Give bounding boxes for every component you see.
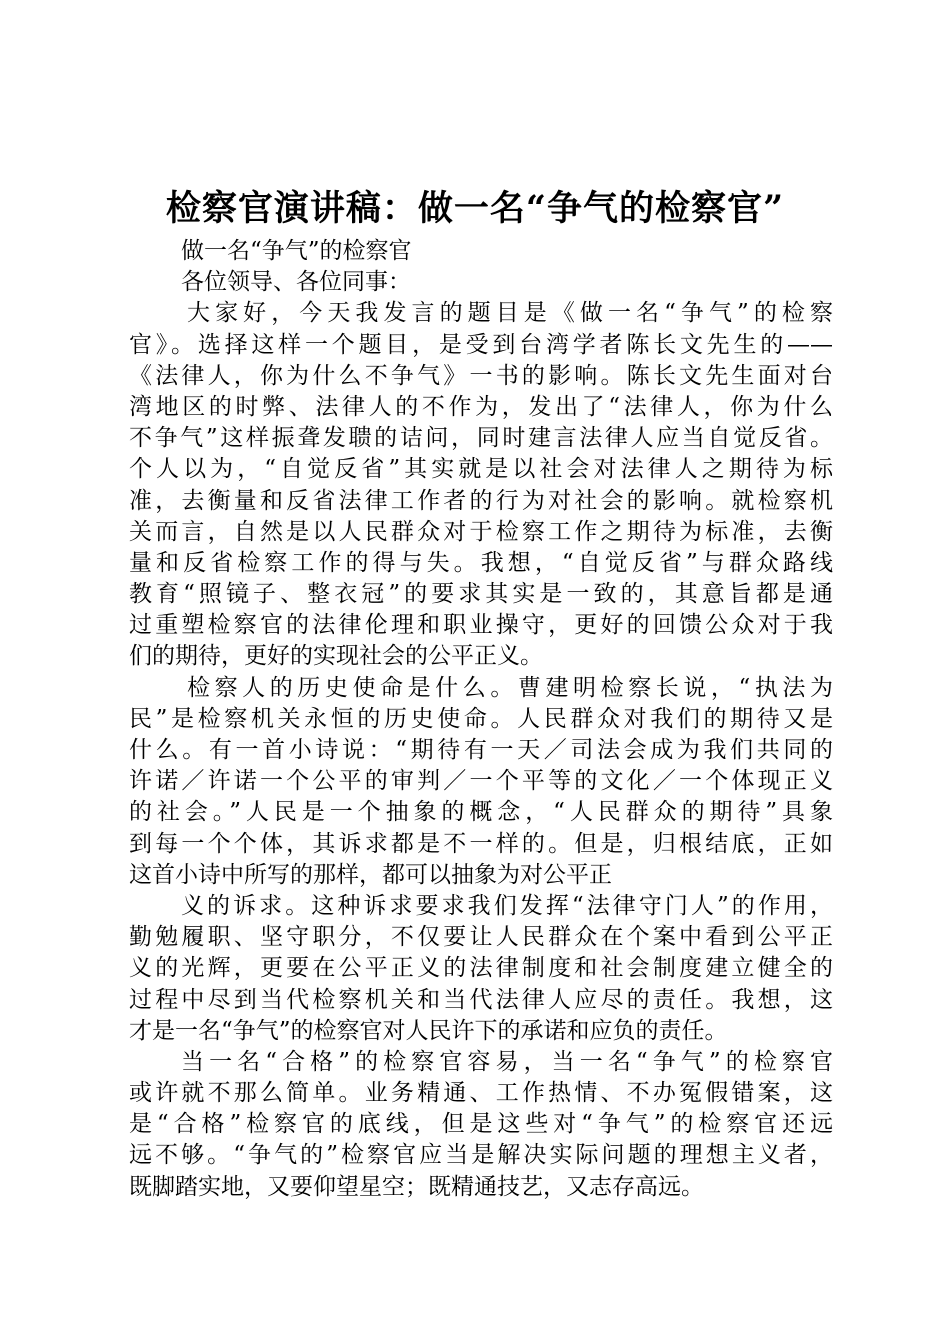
paragraph-3 [129, 891, 833, 1047]
paragraph-line: 是“合格”检察官的底线，但是这些对“争气”的检察官还远 [129, 1111, 833, 1138]
paragraph-line: 大家好，今天我发言的题目是《做一名“争气”的检察 [187, 300, 833, 327]
paragraph-line: 义的诉求。这种诉求要求我们发挥“法律守门人”的作用， [181, 892, 833, 919]
paragraph-line: 许诺／许诺一个公平的审判／一个平等的文化／一个体现正义 [129, 768, 833, 795]
paragraph-line: 或许就不那么简单。业务精通、工作热情、不办冤假错案，这 [129, 1080, 833, 1107]
paragraph-line: 不争气”这样振聋发聩的诘问，同时建言法律人应当自觉反省。 [129, 425, 833, 452]
paragraph-line: 量和反省检察工作的得与失。我想，“自觉反省”与群众路线 [129, 549, 833, 576]
paragraph-line: 准，去衡量和反省法律工作者的行为对社会的影响。就检察机 [129, 487, 833, 514]
paragraph-line: 《法律人，你为什么不争气》一书的影响。陈长文先生面对台 [129, 362, 833, 389]
paragraph-line: 过重塑检察官的法律伦理和职业操守，更好的回馈公众对于我 [129, 612, 833, 639]
paragraph-1 [129, 298, 833, 672]
paragraph-line: 义的光辉，更要在公平正义的法律制度和社会制度建立健全的 [129, 955, 833, 982]
paragraph-4 [129, 1047, 833, 1203]
paragraph-2 [129, 673, 833, 891]
paragraph-line: 个人以为，“自觉反省”其实就是以社会对法律人之期待为标 [129, 456, 833, 483]
paragraph-line: 到每一个个体，其诉求都是不一样的。但是，归根结底，正如 [129, 830, 833, 857]
document-subtitle: 做一名“争气”的检察官 [181, 238, 412, 264]
paragraph-line: 既脚踏实地，又要仰望星空；既精通技艺，又志存高远。 [129, 1173, 704, 1200]
paragraph-line: 关而言，自然是以人民群众对于检察工作之期待为标准，去衡 [129, 518, 833, 545]
paragraph-line: 这首小诗中所写的那样，都可以抽象为对公平正 [129, 861, 612, 888]
document-title: 检察官演讲稿：做一名“争气的检察官” [165, 188, 785, 229]
paragraph-line: 湾地区的时弊、法律人的不作为，发出了“法律人，你为什么 [129, 393, 833, 420]
paragraph-line: 检察人的历史使命是什么。曹建明检察长说，“执法为 [187, 674, 833, 701]
paragraph-line: 教育“照镜子、整衣冠”的要求其实是一致的，其意旨都是通 [129, 581, 833, 608]
paragraph-line: 远不够。“争气的”检察官应当是解决实际问题的理想主义者， [129, 1142, 833, 1169]
document-body [129, 236, 833, 1203]
paragraph-line: 过程中尽到当代检察机关和当代法律人应尽的责任。我想，这 [129, 986, 833, 1013]
paragraph-line: 才是一名“争气”的检察官对人民许下的承诺和应负的责任。 [129, 1017, 728, 1044]
paragraph-line: 当一名“合格”的检察官容易，当一名“争气”的检察官 [181, 1048, 833, 1075]
paragraph-line: 勤勉履职、坚守职分，不仅要让人民群众在个案中看到公平正 [129, 924, 833, 951]
paragraph-line: 的社会。”人民是一个抽象的概念，“人民群众的期待”具象 [129, 799, 833, 826]
salutation: 各位领导、各位同事： [181, 269, 411, 296]
paragraph-line: 民”是检察机关永恒的历史使命。人民群众对我们的期待又是 [129, 705, 833, 732]
paragraph-line: 什么。有一首小诗说：“期待有一天／司法会成为我们共同的 [129, 737, 833, 763]
paragraph-line: 官》。选择这样一个题目，是受到台湾学者陈长文先生的—— [129, 331, 833, 358]
paragraph-line: 们的期待，更好的实现社会的公平正义。 [129, 643, 543, 670]
